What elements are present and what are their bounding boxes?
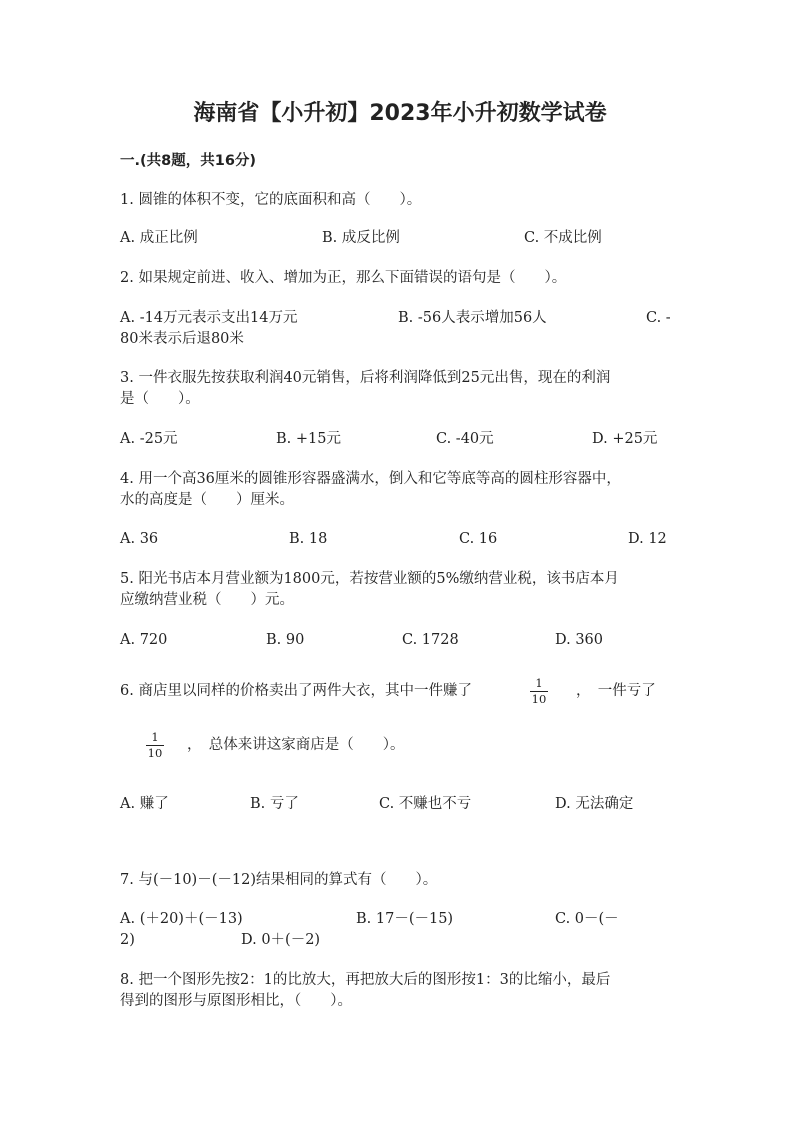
question-8-stem-line-2: 得到的图形与原图形相比，（ ）。 <box>120 993 352 1009</box>
fraction-numerator: 1 <box>535 676 543 690</box>
fraction-denominator: 10 <box>531 692 547 706</box>
question-5-stem-line-1: 5. 阳光书店本月营业额为1800元，若按营业额的5%缴纳营业税，该书店本月 <box>120 571 619 587</box>
fraction-numerator: 1 <box>151 730 159 744</box>
question-7-stem: 7. 与(－10)－(－12)结果相同的算式有（ ）。 <box>120 872 438 888</box>
question-3-option-c: C. -40元 <box>436 431 494 447</box>
exam-title: 海南省【小升初】2023年小升初数学试卷 <box>193 101 607 126</box>
question-4-option-d: D. 12 <box>628 531 667 547</box>
question-2-stem: 2. 如果规定前进、收入、增加为正，那么下面错误的语句是（ ）。 <box>120 270 567 286</box>
question-4-option-c: C. 16 <box>459 531 498 547</box>
question-6-fraction-2 <box>144 731 166 760</box>
question-1-option-a: A. 成正比例 <box>120 230 198 246</box>
question-3-option-a: A. -25元 <box>120 431 178 447</box>
question-7-option-a: A. (＋20)＋(－13) <box>120 911 243 927</box>
question-1-option-c: C. 不成比例 <box>524 230 602 246</box>
question-4-stem-line-2: 水的高度是（ ）厘米。 <box>120 492 294 508</box>
question-6-option-b: B. 亏了 <box>250 796 299 812</box>
question-4-option-a: A. 36 <box>120 531 159 547</box>
question-2-option-a: A. -14万元表示支出14万元 <box>120 310 298 326</box>
question-3-option-b: B. +15元 <box>276 431 341 447</box>
question-6-option-a: A. 赚了 <box>120 796 169 812</box>
question-2-option-b: B. -56人表示增加56人 <box>398 310 547 326</box>
question-5-option-c: C. 1728 <box>402 632 459 648</box>
question-5-stem-line-2: 应缴纳营业税（ ）元。 <box>120 592 294 608</box>
question-7-option-b: B. 17－(－15) <box>356 911 454 927</box>
question-3-option-d: D. +25元 <box>592 431 658 447</box>
question-6-stem-part-3: ， 总体来讲这家商店是（ ）。 <box>187 737 405 753</box>
question-3-stem-line-2: 是（ ）。 <box>120 391 200 407</box>
question-2-option-c: C. - <box>646 310 671 326</box>
question-4-option-b: B. 18 <box>289 531 328 547</box>
question-7-option-c-continued: 2) <box>120 932 135 948</box>
question-6-option-c: C. 不赚也不亏 <box>379 796 472 812</box>
question-8-stem-line-1: 8. 把一个图形先按2：1的比放大，再把放大后的图形按1：3的比缩小，最后 <box>120 972 611 988</box>
question-6-fraction-1 <box>528 677 550 706</box>
question-4-stem-line-1: 4. 用一个高36厘米的圆锥形容器盛满水，倒入和它等底等高的圆柱形容器中， <box>120 471 621 487</box>
question-3-stem-line-1: 3. 一件衣服先按获取利润40元销售，后将利润降低到25元出售，现在的利润 <box>120 370 611 386</box>
question-5-option-a: A. 720 <box>120 632 168 648</box>
question-6-stem-part-2: ， 一件亏了 <box>576 683 656 699</box>
question-7-option-c: C. 0－(－ <box>555 911 619 927</box>
section-header: 一.(共8题，共16分) <box>120 153 257 169</box>
question-1-stem: 1. 圆锥的体积不变，它的底面积和高（ ）。 <box>120 192 422 208</box>
question-5-option-d: D. 360 <box>555 632 604 648</box>
question-7-option-d: D. 0＋(－2) <box>241 932 321 948</box>
question-1-option-b: B. 成反比例 <box>322 230 400 246</box>
question-6-stem-part-1: 6. 商店里以同样的价格卖出了两件大衣，其中一件赚了 <box>120 683 472 699</box>
question-5-option-b: B. 90 <box>266 632 305 648</box>
question-6-option-d: D. 无法确定 <box>555 796 634 812</box>
fraction-denominator: 10 <box>147 746 163 760</box>
question-2-option-c-continued: 80米表示后退80米 <box>120 331 244 347</box>
